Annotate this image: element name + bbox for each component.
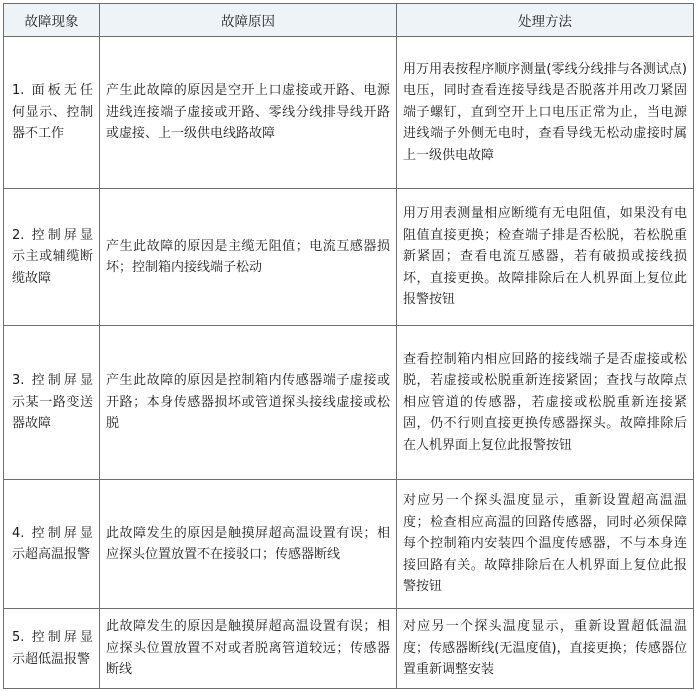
cell-solution: 对应另一个探头温度显示，重新设置超低温温度；传感器断线(无温度值)，直接更换；传感器位置重新调整安装 bbox=[397, 609, 694, 689]
cell-cause: 产生此故障的原因是主缆无阻值；电流互感器损坏；控制箱内接线端子松动 bbox=[100, 189, 397, 326]
header-row bbox=[4, 4, 694, 37]
cell-phenomenon: 4. 控制屏显示超高温报警 bbox=[4, 480, 100, 609]
cell-solution: 用万用表测量相应断缆有无电阻值，如果没有电阻值直接更换；检查端子排是否松脱，若松脱重新紧固；查看电流互感器，若有破损或接线损坏，直接更换。故障排除后在人机界面上复位此报警按钮 bbox=[397, 189, 694, 326]
fault-table bbox=[3, 3, 694, 689]
table-body bbox=[4, 37, 694, 689]
table-row bbox=[4, 326, 694, 480]
cell-cause: 此故障发生的原因是触摸屏超高温设置有误；相应探头位置放置不在接驳口；传感器断线 bbox=[100, 480, 397, 609]
header-cause: 故障原因 bbox=[100, 4, 397, 37]
cell-solution: 对应另一个探头温度显示，重新设置超高温温度；检查相应高温的回路传感器，同时必须保障每个控制箱内安装四个温度传感器，不与本身连接回路有关。故障排除后在人机界面上复位此报警按钮 bbox=[397, 480, 694, 609]
cell-phenomenon: 2. 控制屏显示主或辅缆断缆故障 bbox=[4, 189, 100, 326]
table-row bbox=[4, 189, 694, 326]
table-row bbox=[4, 480, 694, 609]
cell-phenomenon: 3. 控制屏显示某一路变送器故障 bbox=[4, 326, 100, 480]
header-solution: 处理方法 bbox=[397, 4, 694, 37]
cell-phenomenon: 5. 控制屏显示超低温报警 bbox=[4, 609, 100, 689]
cell-phenomenon: 1. 面板无任何显示、控制器不工作 bbox=[4, 37, 100, 189]
table-row bbox=[4, 37, 694, 189]
cell-cause: 产生此故障的原因是控制箱内传感器端子虚接或开路；本身传感器损坏或管道探头接线虚接或松脱 bbox=[100, 326, 397, 480]
cell-solution: 用万用表按程序顺序测量(零线分线排与各测试点)电压，同时查看连接导线是否脱落并用改刀紧固端子螺钉，直到空开上口电压正常为止，当电源进线端子外侧无电时，查看导线无松动虚接时属上一级供电故障 bbox=[397, 37, 694, 189]
cell-solution: 查看控制箱内相应回路的接线端子是否虚接或松脱，若虚接或松脱重新连接紧固；查找与故障点相应管道的传感器，若虚接或松脱重新连接紧固，仍不行则直接更换传感器探头。故障排除后在人机界面上复位此报警按钮 bbox=[397, 326, 694, 480]
table-header bbox=[4, 4, 694, 37]
table-row bbox=[4, 609, 694, 689]
header-phenomenon: 故障现象 bbox=[4, 4, 100, 37]
cell-cause: 产生此故障的原因是空开上口虚接或开路、电源进线连接端子虚接或开路、零线分线排导线开路或虚接、上一级供电线路故障 bbox=[100, 37, 397, 189]
cell-cause: 此故障发生的原因是触摸屏超高温设置有误；相应探头位置放置不对或者脱离管道较远；传感器断线 bbox=[100, 609, 397, 689]
